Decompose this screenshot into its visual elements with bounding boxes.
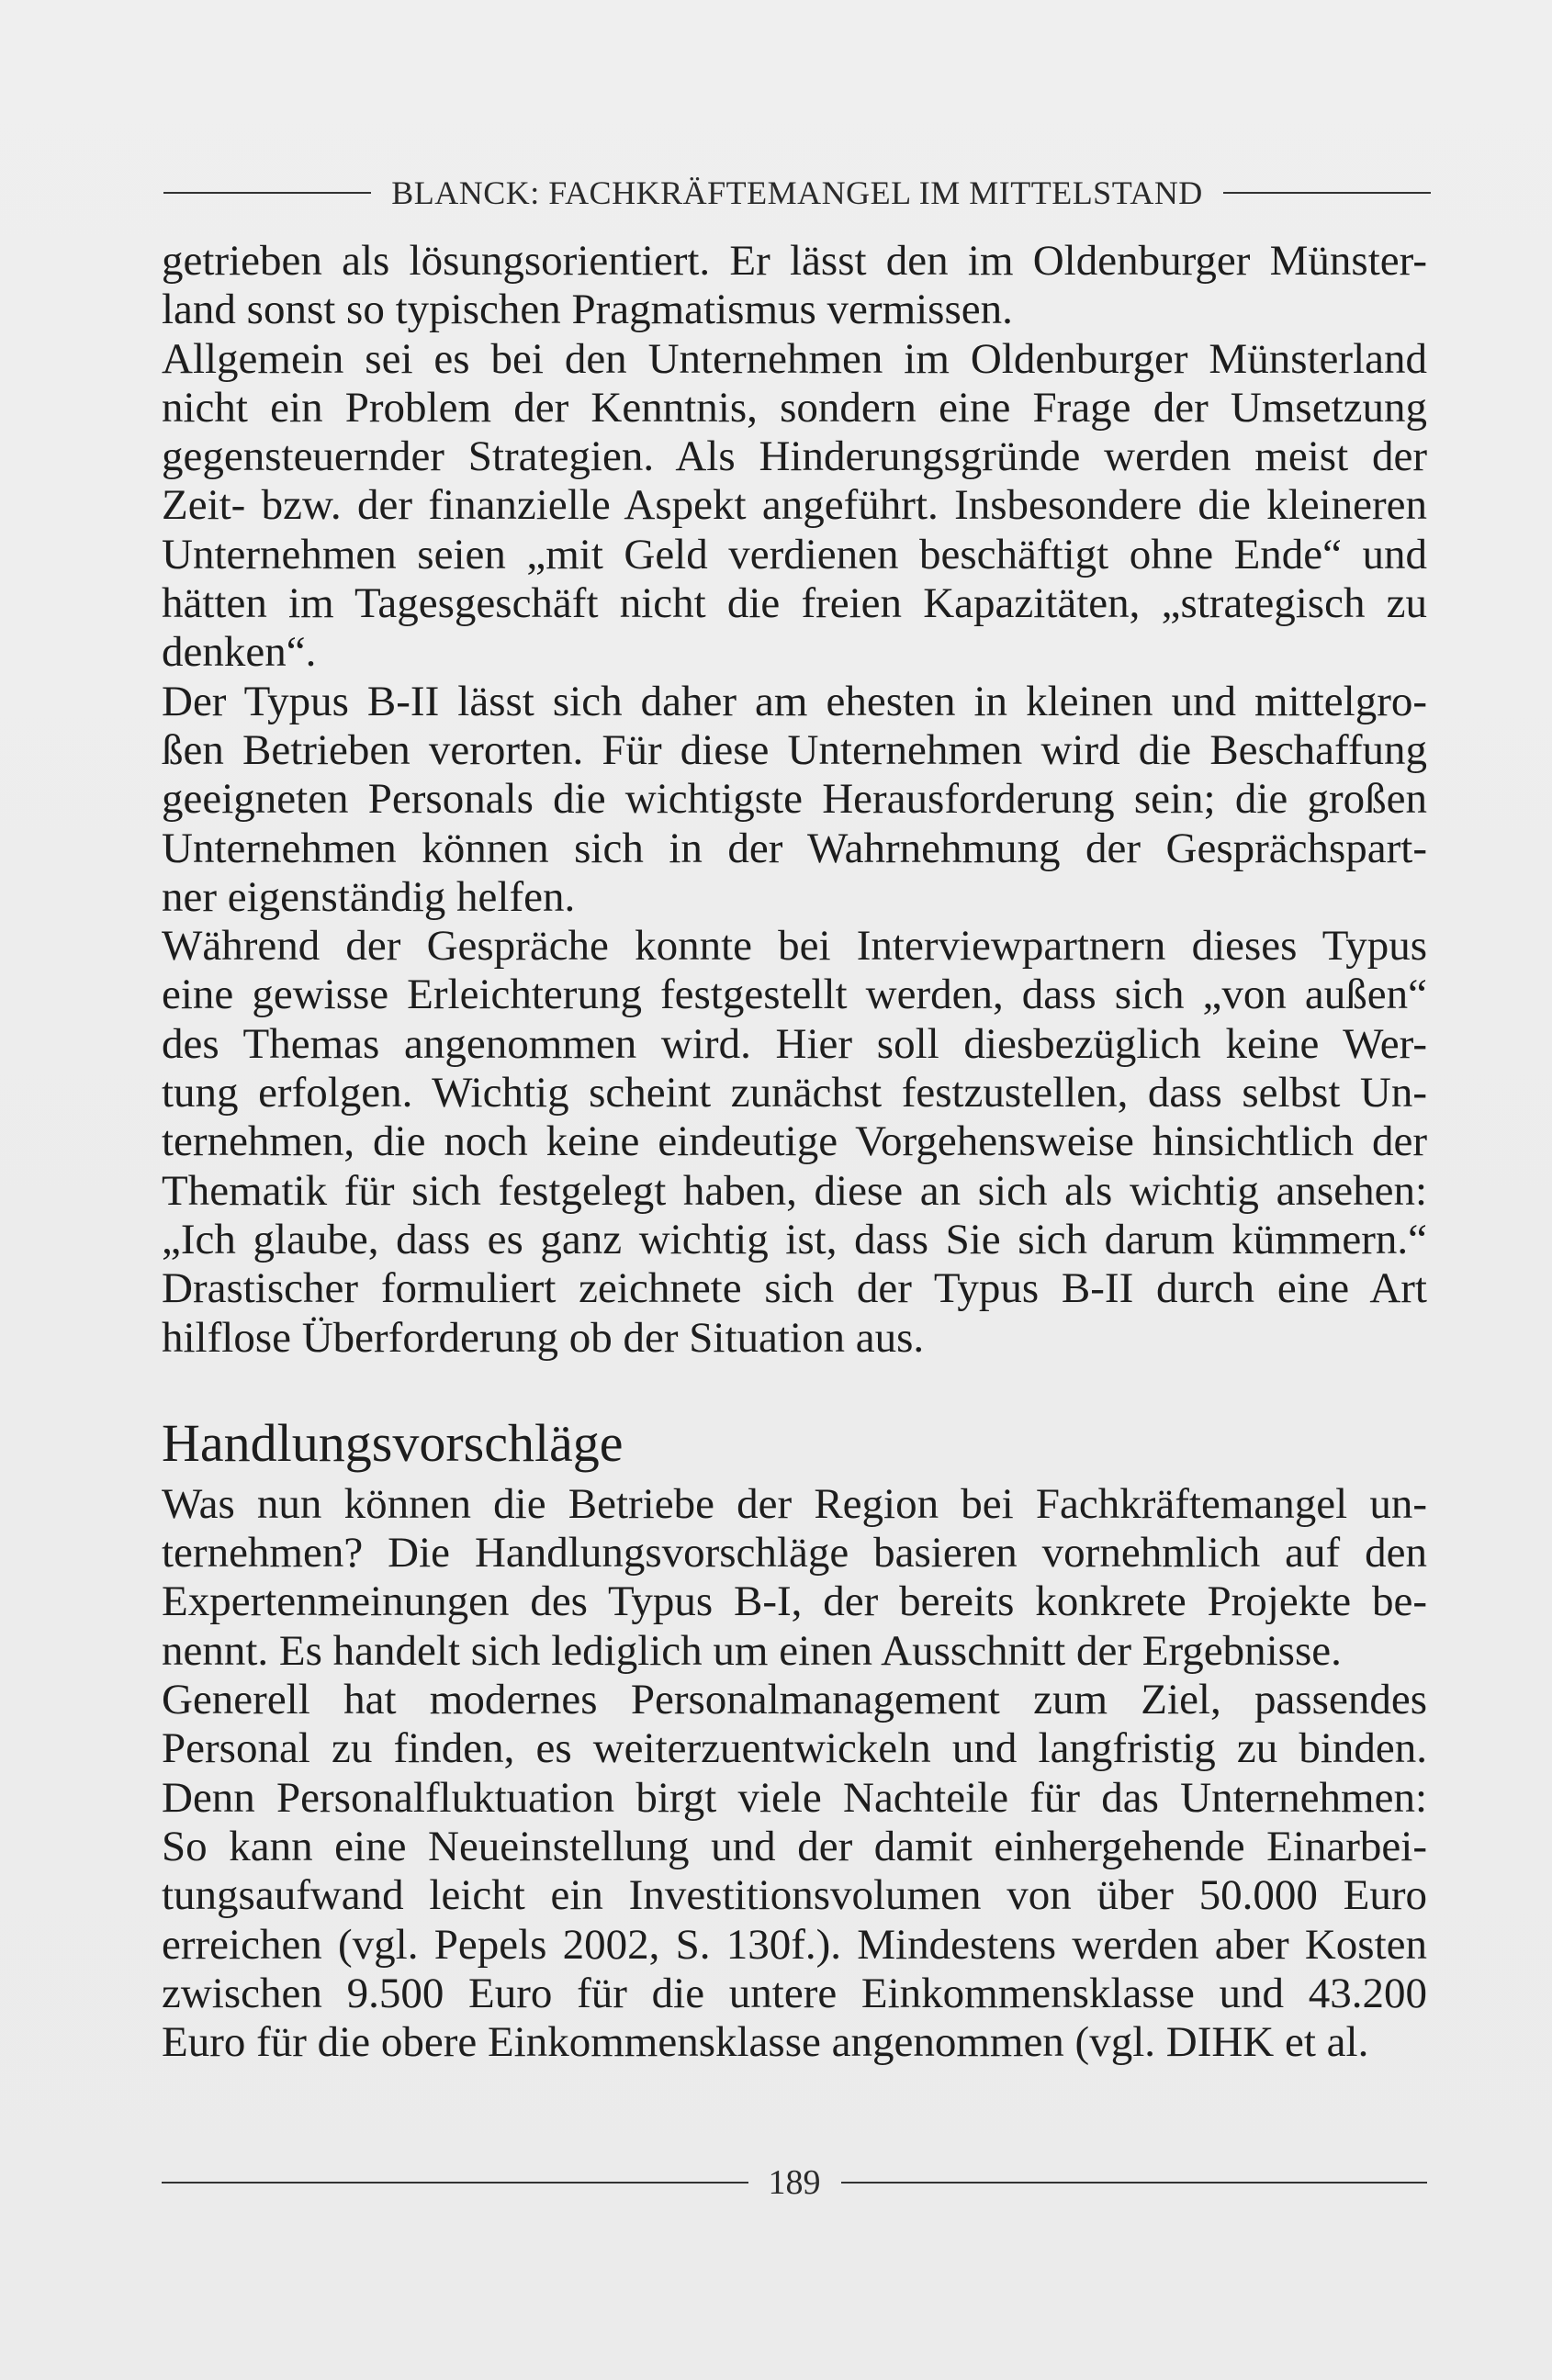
paragraphs-after-heading: [162, 1480, 1427, 2068]
text-line: des Themas angenommen wird. Hier soll diesbezüglich keine Wer-: [162, 1019, 1427, 1068]
running-head-rule-right: [1223, 192, 1431, 194]
folio-rule-right: [841, 2182, 1428, 2184]
section-heading: Handlungsvorschläge: [162, 1412, 624, 1473]
text-line: tungsaufwand leicht ein Investitionsvolumen von über 50.000 Euro: [162, 1871, 1427, 1920]
paragraph: [162, 1480, 1427, 1676]
text-line: hilflose Überforderung ob der Situation aus.: [162, 1313, 925, 1362]
text-line: ternehmen, die noch keine eindeutige Vorgehensweise hinsichtlich der: [162, 1117, 1427, 1166]
folio-rule-left: [162, 2182, 748, 2184]
running-head: [163, 169, 1431, 217]
paragraph: [162, 678, 1427, 922]
text-line: hätten im Tagesgeschäft nicht die freien Kapazitäten, „strategisch zu: [162, 579, 1427, 628]
text-line: zwischen 9.500 Euro für die untere Einkommensklasse und 43.200: [162, 1969, 1427, 2017]
text-line: „Ich glaube, dass es ganz wichtig ist, dass Sie sich darum kümmern.“: [162, 1215, 1427, 1263]
text-line: eine gewisse Erleichterung festgestellt werden, dass sich „von außen“: [162, 971, 1427, 1019]
text-line: Unternehmen können sich in der Wahrnehmung der Gesprächspart-: [162, 824, 1427, 872]
text-line: Generell hat modernes Personalmanagement zum Ziel, passendes: [162, 1676, 1427, 1724]
text-line: Der Typus B-II lässt sich daher am ehesten in kleinen und mittelgro-: [162, 677, 1427, 725]
text-line: Thematik für sich festgelegt haben, diese an sich als wichtig ansehen:: [162, 1166, 1427, 1215]
text-line: land sonst so typischen Pragmatismus vermissen.: [162, 286, 1013, 334]
text-line: Euro für die obere Einkommensklasse angenommen (vgl. DIHK et al.: [162, 2018, 1369, 2067]
text-line: ternehmen? Die Handlungsvorschläge basieren vornehmlich auf den: [162, 1529, 1427, 1577]
text-line: gegensteuernder Strategien. Als Hinderungsgründe werden meist der: [162, 432, 1427, 481]
text-line: Expertenmeinungen des Typus B-I, der bereits konkrete Projekte be-: [162, 1577, 1427, 1626]
text-line: Während der Gespräche konnte bei Interviewpartnern dieses Typus: [162, 922, 1427, 971]
text-line: Was nun können die Betriebe der Region bei Fachkräftemangel un-: [162, 1479, 1427, 1528]
text-line: getrieben als lösungsorientiert. Er lässt den im Oldenburger Münster-: [162, 237, 1427, 285]
text-line: Allgemein sei es bei den Unternehmen im Oldenburger Münsterland: [162, 334, 1427, 383]
heading-spacer: [162, 1363, 1427, 1416]
text-line: ner eigenständig helfen.: [162, 872, 576, 921]
running-head-rule-left: [163, 192, 371, 194]
text-line: denken“.: [162, 628, 317, 677]
text-line: erreichen (vgl. Pepels 2002, S. 130f.). Mindestens werden aber Kosten: [162, 1920, 1427, 1969]
text-line: So kann eine Neueinstellung und der damit einhergehende Einarbei-: [162, 1822, 1427, 1870]
text-line: Drastischer formuliert zeichnete sich der Typus B-II durch eine Art: [162, 1264, 1427, 1313]
text-line: Denn Personalfluktuation birgt viele Nachteile für das Unternehmen:: [162, 1773, 1427, 1822]
text-line: tung erfolgen. Wichtig scheint zunächst festzustellen, dass selbst Un-: [162, 1069, 1427, 1117]
text-line: geeigneten Personals die wichtigste Herausforderung sein; die großen: [162, 775, 1427, 824]
paragraph: [162, 237, 1427, 335]
running-head-title: BLANCK: FACHKRÄFTEMANGEL IM MITTELSTAND: [391, 174, 1203, 211]
text-line: nennt. Es handelt sich lediglich um einen Ausschnitt der Ergebnisse.: [162, 1626, 1342, 1675]
text-line: Personal zu finden, es weiterzuentwickeln und langfristig zu binden.: [162, 1724, 1427, 1773]
text-line: Zeit- bzw. der finanzielle Aspekt angeführt. Insbesondere die kleineren: [162, 481, 1427, 530]
paragraphs-before-heading: [162, 237, 1427, 1363]
paragraph: [162, 335, 1427, 678]
text-line: nicht ein Problem der Kenntnis, sondern eine Frage der Umsetzung: [162, 383, 1427, 432]
paragraph: [162, 922, 1427, 1363]
folio: [162, 2160, 1427, 2206]
paragraph: [162, 1676, 1427, 2067]
page-number: 189: [768, 2163, 821, 2202]
text-line: Unternehmen seien „mit Geld verdienen beschäftigt ohne Ende“ und: [162, 530, 1427, 578]
body-text: [162, 237, 1427, 2067]
text-line: ßen Betrieben verorten. Für diese Unternehmen wird die Beschaffung: [162, 725, 1427, 774]
